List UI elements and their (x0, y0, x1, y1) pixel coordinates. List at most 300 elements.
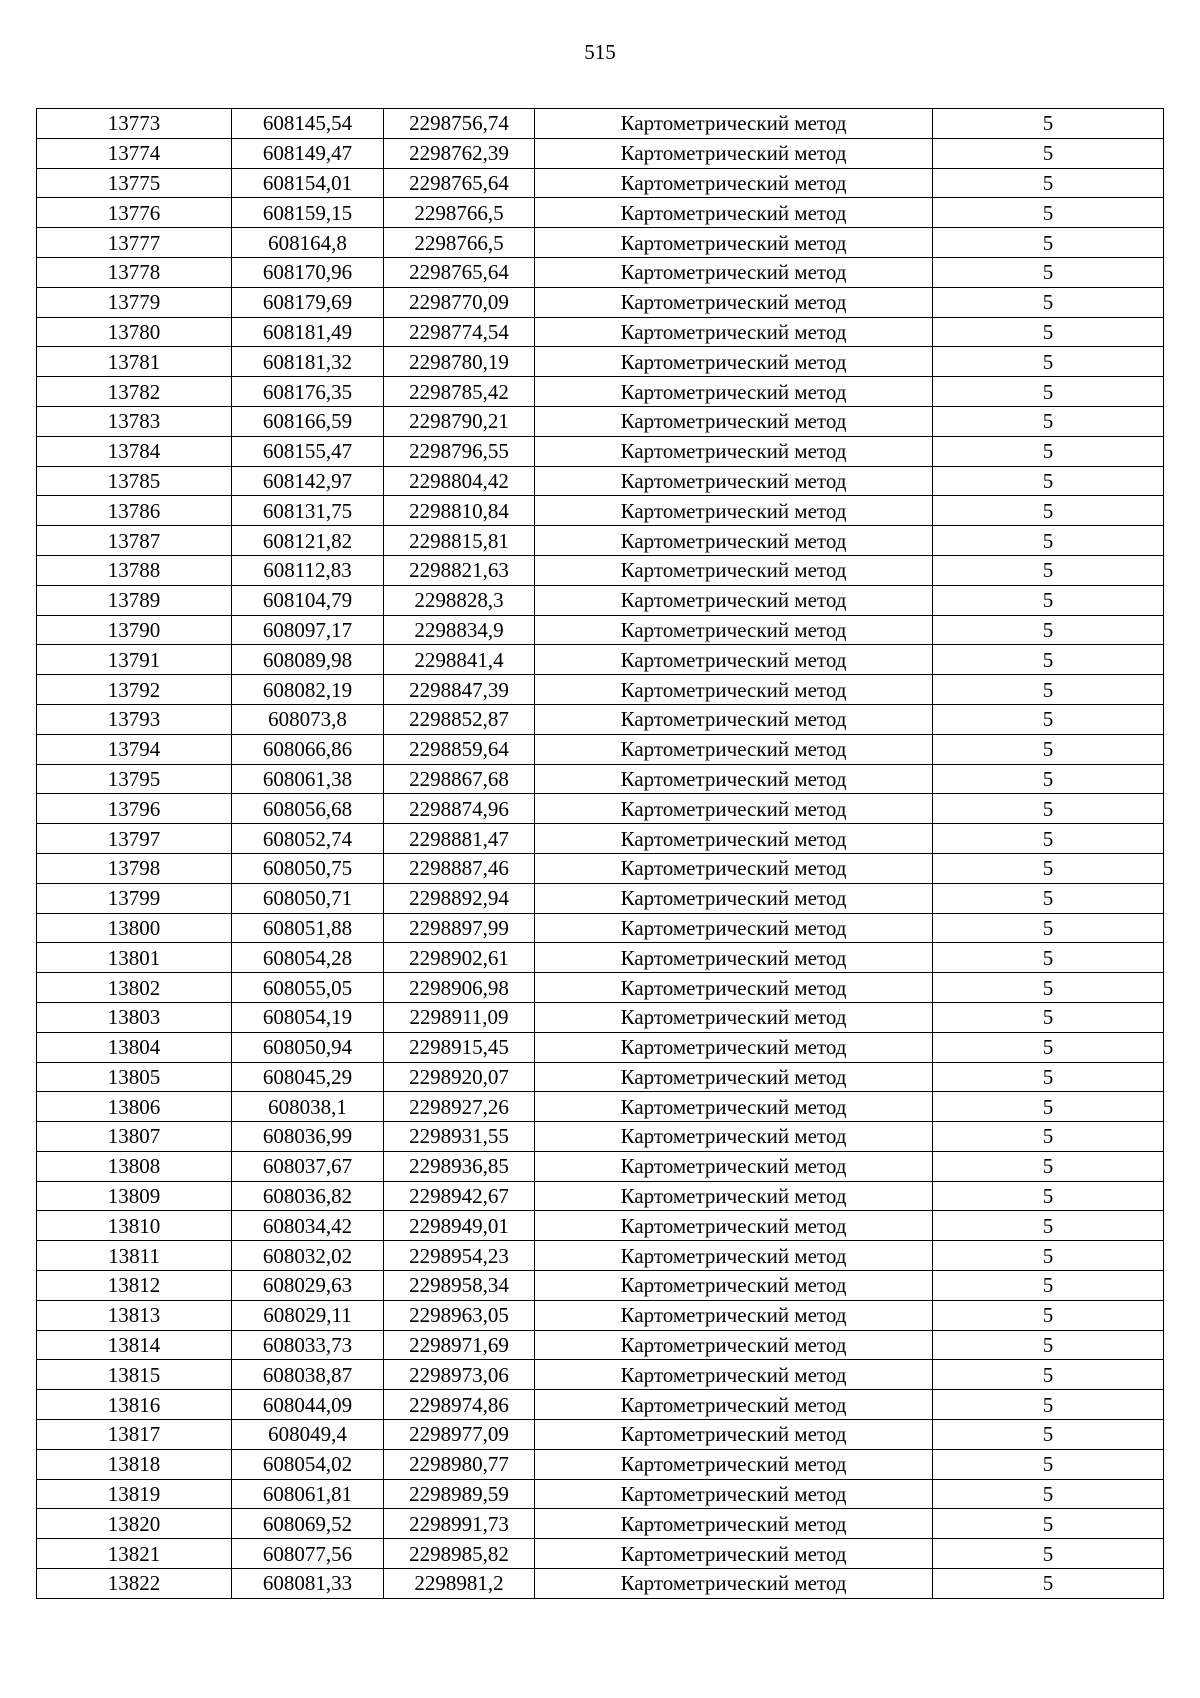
point-number-cell: 13779 (37, 287, 232, 317)
y-coordinate-cell: 2298821,63 (384, 555, 535, 585)
point-number-cell: 13819 (37, 1479, 232, 1509)
y-coordinate-cell: 2298852,87 (384, 704, 535, 734)
point-number-cell: 13815 (37, 1360, 232, 1390)
table-row (37, 198, 1164, 228)
table-row (37, 1151, 1164, 1181)
method-cell: Картометрический метод (535, 1181, 933, 1211)
x-coordinate-cell: 608038,87 (232, 1360, 384, 1390)
table-row (37, 1211, 1164, 1241)
table-row (37, 168, 1164, 198)
accuracy-cell: 5 (933, 347, 1164, 377)
y-coordinate-cell: 2298915,45 (384, 1032, 535, 1062)
table-row (37, 1509, 1164, 1539)
point-number-cell: 13798 (37, 853, 232, 883)
method-cell: Картометрический метод (535, 347, 933, 377)
point-number-cell: 13807 (37, 1122, 232, 1152)
accuracy-cell: 5 (933, 1420, 1164, 1450)
method-cell: Картометрический метод (535, 794, 933, 824)
table-row (37, 287, 1164, 317)
accuracy-cell: 5 (933, 109, 1164, 139)
point-number-cell: 13776 (37, 198, 232, 228)
accuracy-cell: 5 (933, 287, 1164, 317)
x-coordinate-cell: 608033,73 (232, 1330, 384, 1360)
y-coordinate-cell: 2298815,81 (384, 526, 535, 556)
x-coordinate-cell: 608049,4 (232, 1420, 384, 1450)
table-row (37, 1122, 1164, 1152)
table-row (37, 1390, 1164, 1420)
coordinates-table-body (37, 109, 1164, 1599)
point-number-cell: 13800 (37, 913, 232, 943)
y-coordinate-cell: 2298774,54 (384, 317, 535, 347)
y-coordinate-cell: 2298927,26 (384, 1092, 535, 1122)
x-coordinate-cell: 608181,49 (232, 317, 384, 347)
accuracy-cell: 5 (933, 794, 1164, 824)
x-coordinate-cell: 608051,88 (232, 913, 384, 943)
y-coordinate-cell: 2298980,77 (384, 1449, 535, 1479)
point-number-cell: 13804 (37, 1032, 232, 1062)
point-number-cell: 13784 (37, 436, 232, 466)
y-coordinate-cell: 2298780,19 (384, 347, 535, 377)
y-coordinate-cell: 2298973,06 (384, 1360, 535, 1390)
x-coordinate-cell: 608112,83 (232, 555, 384, 585)
table-row (37, 1330, 1164, 1360)
method-cell: Картометрический метод (535, 168, 933, 198)
method-cell: Картометрический метод (535, 973, 933, 1003)
accuracy-cell: 5 (933, 883, 1164, 913)
method-cell: Картометрический метод (535, 645, 933, 675)
accuracy-cell: 5 (933, 555, 1164, 585)
x-coordinate-cell: 608061,38 (232, 764, 384, 794)
accuracy-cell: 5 (933, 675, 1164, 705)
method-cell: Картометрический метод (535, 1271, 933, 1301)
table-row (37, 526, 1164, 556)
method-cell: Картометрический метод (535, 1211, 933, 1241)
x-coordinate-cell: 608036,82 (232, 1181, 384, 1211)
table-row (37, 1569, 1164, 1599)
accuracy-cell: 5 (933, 436, 1164, 466)
x-coordinate-cell: 608034,42 (232, 1211, 384, 1241)
accuracy-cell: 5 (933, 1211, 1164, 1241)
accuracy-cell: 5 (933, 1002, 1164, 1032)
x-coordinate-cell: 608166,59 (232, 406, 384, 436)
y-coordinate-cell: 2298991,73 (384, 1509, 535, 1539)
x-coordinate-cell: 608121,82 (232, 526, 384, 556)
x-coordinate-cell: 608159,15 (232, 198, 384, 228)
coordinates-table (36, 108, 1164, 1599)
y-coordinate-cell: 2298892,94 (384, 883, 535, 913)
y-coordinate-cell: 2298958,34 (384, 1271, 535, 1301)
accuracy-cell: 5 (933, 704, 1164, 734)
method-cell: Картометрический метод (535, 198, 933, 228)
x-coordinate-cell: 608104,79 (232, 585, 384, 615)
method-cell: Картометрический метод (535, 1151, 933, 1181)
table-row (37, 913, 1164, 943)
x-coordinate-cell: 608073,8 (232, 704, 384, 734)
method-cell: Картометрический метод (535, 704, 933, 734)
table-row (37, 496, 1164, 526)
x-coordinate-cell: 608154,01 (232, 168, 384, 198)
table-row (37, 138, 1164, 168)
y-coordinate-cell: 2298954,23 (384, 1241, 535, 1271)
y-coordinate-cell: 2298902,61 (384, 943, 535, 973)
method-cell: Картометрический метод (535, 1032, 933, 1062)
y-coordinate-cell: 2298796,55 (384, 436, 535, 466)
y-coordinate-cell: 2298828,3 (384, 585, 535, 615)
x-coordinate-cell: 608131,75 (232, 496, 384, 526)
x-coordinate-cell: 608164,8 (232, 228, 384, 258)
point-number-cell: 13803 (37, 1002, 232, 1032)
table-row (37, 109, 1164, 139)
table-row (37, 406, 1164, 436)
accuracy-cell: 5 (933, 1449, 1164, 1479)
table-row (37, 615, 1164, 645)
y-coordinate-cell: 2298977,09 (384, 1420, 535, 1450)
accuracy-cell: 5 (933, 406, 1164, 436)
point-number-cell: 13797 (37, 824, 232, 854)
x-coordinate-cell: 608055,05 (232, 973, 384, 1003)
y-coordinate-cell: 2298770,09 (384, 287, 535, 317)
accuracy-cell: 5 (933, 824, 1164, 854)
point-number-cell: 13780 (37, 317, 232, 347)
method-cell: Картометрический метод (535, 1092, 933, 1122)
table-row (37, 1271, 1164, 1301)
method-cell: Картометрический метод (535, 1002, 933, 1032)
accuracy-cell: 5 (933, 257, 1164, 287)
method-cell: Картометрический метод (535, 824, 933, 854)
method-cell: Картометрический метод (535, 1330, 933, 1360)
method-cell: Картометрический метод (535, 913, 933, 943)
accuracy-cell: 5 (933, 645, 1164, 675)
table-row (37, 1181, 1164, 1211)
table-row (37, 1300, 1164, 1330)
table-row (37, 1092, 1164, 1122)
accuracy-cell: 5 (933, 1122, 1164, 1152)
method-cell: Картометрический метод (535, 257, 933, 287)
table-row (37, 1002, 1164, 1032)
point-number-cell: 13799 (37, 883, 232, 913)
y-coordinate-cell: 2298834,9 (384, 615, 535, 645)
y-coordinate-cell: 2298897,99 (384, 913, 535, 943)
point-number-cell: 13818 (37, 1449, 232, 1479)
accuracy-cell: 5 (933, 615, 1164, 645)
x-coordinate-cell: 608032,02 (232, 1241, 384, 1271)
y-coordinate-cell: 2298931,55 (384, 1122, 535, 1152)
accuracy-cell: 5 (933, 168, 1164, 198)
point-number-cell: 13810 (37, 1211, 232, 1241)
x-coordinate-cell: 608176,35 (232, 377, 384, 407)
method-cell: Картометрический метод (535, 1062, 933, 1092)
point-number-cell: 13781 (37, 347, 232, 377)
point-number-cell: 13789 (37, 585, 232, 615)
point-number-cell: 13821 (37, 1539, 232, 1569)
x-coordinate-cell: 608082,19 (232, 675, 384, 705)
table-row (37, 436, 1164, 466)
y-coordinate-cell: 2298762,39 (384, 138, 535, 168)
accuracy-cell: 5 (933, 973, 1164, 1003)
point-number-cell: 13822 (37, 1569, 232, 1599)
x-coordinate-cell: 608050,94 (232, 1032, 384, 1062)
accuracy-cell: 5 (933, 1360, 1164, 1390)
table-row (37, 734, 1164, 764)
y-coordinate-cell: 2298874,96 (384, 794, 535, 824)
point-number-cell: 13820 (37, 1509, 232, 1539)
method-cell: Картометрический метод (535, 1122, 933, 1152)
x-coordinate-cell: 608066,86 (232, 734, 384, 764)
accuracy-cell: 5 (933, 734, 1164, 764)
accuracy-cell: 5 (933, 317, 1164, 347)
x-coordinate-cell: 608170,96 (232, 257, 384, 287)
point-number-cell: 13796 (37, 794, 232, 824)
y-coordinate-cell: 2298847,39 (384, 675, 535, 705)
table-row (37, 943, 1164, 973)
x-coordinate-cell: 608145,54 (232, 109, 384, 139)
x-coordinate-cell: 608038,1 (232, 1092, 384, 1122)
method-cell: Картометрический метод (535, 1509, 933, 1539)
table-row (37, 973, 1164, 1003)
point-number-cell: 13817 (37, 1420, 232, 1450)
x-coordinate-cell: 608036,99 (232, 1122, 384, 1152)
y-coordinate-cell: 2298790,21 (384, 406, 535, 436)
method-cell: Картометрический метод (535, 287, 933, 317)
table-row (37, 585, 1164, 615)
y-coordinate-cell: 2298949,01 (384, 1211, 535, 1241)
accuracy-cell: 5 (933, 853, 1164, 883)
accuracy-cell: 5 (933, 1151, 1164, 1181)
y-coordinate-cell: 2298785,42 (384, 377, 535, 407)
y-coordinate-cell: 2298810,84 (384, 496, 535, 526)
accuracy-cell: 5 (933, 1241, 1164, 1271)
x-coordinate-cell: 608029,11 (232, 1300, 384, 1330)
table-row (37, 1449, 1164, 1479)
method-cell: Картометрический метод (535, 436, 933, 466)
y-coordinate-cell: 2298765,64 (384, 168, 535, 198)
accuracy-cell: 5 (933, 913, 1164, 943)
y-coordinate-cell: 2298989,59 (384, 1479, 535, 1509)
point-number-cell: 13790 (37, 615, 232, 645)
table-row (37, 257, 1164, 287)
method-cell: Картометрический метод (535, 734, 933, 764)
point-number-cell: 13794 (37, 734, 232, 764)
y-coordinate-cell: 2298936,85 (384, 1151, 535, 1181)
method-cell: Картометрический метод (535, 943, 933, 973)
y-coordinate-cell: 2298906,98 (384, 973, 535, 1003)
x-coordinate-cell: 608054,28 (232, 943, 384, 973)
x-coordinate-cell: 608037,67 (232, 1151, 384, 1181)
accuracy-cell: 5 (933, 1032, 1164, 1062)
table-row (37, 317, 1164, 347)
method-cell: Картометрический метод (535, 675, 933, 705)
accuracy-cell: 5 (933, 1539, 1164, 1569)
table-row (37, 764, 1164, 794)
method-cell: Картометрический метод (535, 317, 933, 347)
point-number-cell: 13782 (37, 377, 232, 407)
table-row (37, 1032, 1164, 1062)
accuracy-cell: 5 (933, 943, 1164, 973)
y-coordinate-cell: 2298756,74 (384, 109, 535, 139)
point-number-cell: 13808 (37, 1151, 232, 1181)
y-coordinate-cell: 2298841,4 (384, 645, 535, 675)
page-number: 515 (584, 40, 616, 64)
y-coordinate-cell: 2298804,42 (384, 466, 535, 496)
point-number-cell: 13801 (37, 943, 232, 973)
accuracy-cell: 5 (933, 1062, 1164, 1092)
y-coordinate-cell: 2298985,82 (384, 1539, 535, 1569)
method-cell: Картометрический метод (535, 1420, 933, 1450)
point-number-cell: 13773 (37, 109, 232, 139)
point-number-cell: 13774 (37, 138, 232, 168)
method-cell: Картометрический метод (535, 1449, 933, 1479)
table-row (37, 1539, 1164, 1569)
table-row (37, 347, 1164, 377)
table-row (37, 704, 1164, 734)
y-coordinate-cell: 2298920,07 (384, 1062, 535, 1092)
accuracy-cell: 5 (933, 1509, 1164, 1539)
point-number-cell: 13811 (37, 1241, 232, 1271)
x-coordinate-cell: 608029,63 (232, 1271, 384, 1301)
x-coordinate-cell: 608155,47 (232, 436, 384, 466)
point-number-cell: 13778 (37, 257, 232, 287)
point-number-cell: 13809 (37, 1181, 232, 1211)
accuracy-cell: 5 (933, 228, 1164, 258)
y-coordinate-cell: 2298887,46 (384, 853, 535, 883)
method-cell: Картометрический метод (535, 853, 933, 883)
method-cell: Картометрический метод (535, 406, 933, 436)
y-coordinate-cell: 2298859,64 (384, 734, 535, 764)
point-number-cell: 13813 (37, 1300, 232, 1330)
method-cell: Картометрический метод (535, 764, 933, 794)
y-coordinate-cell: 2298765,64 (384, 257, 535, 287)
table-row (37, 555, 1164, 585)
accuracy-cell: 5 (933, 1330, 1164, 1360)
table-row (37, 824, 1164, 854)
x-coordinate-cell: 608050,75 (232, 853, 384, 883)
point-number-cell: 13795 (37, 764, 232, 794)
accuracy-cell: 5 (933, 466, 1164, 496)
x-coordinate-cell: 608179,69 (232, 287, 384, 317)
accuracy-cell: 5 (933, 1271, 1164, 1301)
method-cell: Картометрический метод (535, 1241, 933, 1271)
x-coordinate-cell: 608069,52 (232, 1509, 384, 1539)
y-coordinate-cell: 2298911,09 (384, 1002, 535, 1032)
point-number-cell: 13802 (37, 973, 232, 1003)
x-coordinate-cell: 608081,33 (232, 1569, 384, 1599)
point-number-cell: 13793 (37, 704, 232, 734)
x-coordinate-cell: 608142,97 (232, 466, 384, 496)
table-row (37, 1062, 1164, 1092)
table-row (37, 1479, 1164, 1509)
y-coordinate-cell: 2298963,05 (384, 1300, 535, 1330)
accuracy-cell: 5 (933, 1181, 1164, 1211)
method-cell: Картометрический метод (535, 1360, 933, 1390)
accuracy-cell: 5 (933, 1479, 1164, 1509)
method-cell: Картометрический метод (535, 109, 933, 139)
x-coordinate-cell: 608045,29 (232, 1062, 384, 1092)
point-number-cell: 13786 (37, 496, 232, 526)
table-row (37, 853, 1164, 883)
y-coordinate-cell: 2298974,86 (384, 1390, 535, 1420)
x-coordinate-cell: 608050,71 (232, 883, 384, 913)
method-cell: Картометрический метод (535, 1390, 933, 1420)
y-coordinate-cell: 2298942,67 (384, 1181, 535, 1211)
accuracy-cell: 5 (933, 138, 1164, 168)
method-cell: Картометрический метод (535, 555, 933, 585)
method-cell: Картометрический метод (535, 138, 933, 168)
method-cell: Картометрический метод (535, 585, 933, 615)
x-coordinate-cell: 608044,09 (232, 1390, 384, 1420)
point-number-cell: 13812 (37, 1271, 232, 1301)
point-number-cell: 13805 (37, 1062, 232, 1092)
point-number-cell: 13785 (37, 466, 232, 496)
method-cell: Картометрический метод (535, 1300, 933, 1330)
y-coordinate-cell: 2298766,5 (384, 228, 535, 258)
x-coordinate-cell: 608181,32 (232, 347, 384, 377)
x-coordinate-cell: 608061,81 (232, 1479, 384, 1509)
method-cell: Картометрический метод (535, 228, 933, 258)
x-coordinate-cell: 608056,68 (232, 794, 384, 824)
method-cell: Картометрический метод (535, 1479, 933, 1509)
method-cell: Картометрический метод (535, 1569, 933, 1599)
accuracy-cell: 5 (933, 1390, 1164, 1420)
accuracy-cell: 5 (933, 585, 1164, 615)
method-cell: Картометрический метод (535, 883, 933, 913)
x-coordinate-cell: 608054,19 (232, 1002, 384, 1032)
point-number-cell: 13816 (37, 1390, 232, 1420)
accuracy-cell: 5 (933, 1092, 1164, 1122)
x-coordinate-cell: 608089,98 (232, 645, 384, 675)
accuracy-cell: 5 (933, 496, 1164, 526)
table-row (37, 1420, 1164, 1450)
accuracy-cell: 5 (933, 198, 1164, 228)
method-cell: Картометрический метод (535, 377, 933, 407)
y-coordinate-cell: 2298766,5 (384, 198, 535, 228)
method-cell: Картометрический метод (535, 466, 933, 496)
y-coordinate-cell: 2298971,69 (384, 1330, 535, 1360)
point-number-cell: 13806 (37, 1092, 232, 1122)
table-row (37, 883, 1164, 913)
point-number-cell: 13787 (37, 526, 232, 556)
y-coordinate-cell: 2298867,68 (384, 764, 535, 794)
accuracy-cell: 5 (933, 764, 1164, 794)
table-row (37, 1360, 1164, 1390)
point-number-cell: 13788 (37, 555, 232, 585)
method-cell: Картометрический метод (535, 526, 933, 556)
accuracy-cell: 5 (933, 377, 1164, 407)
point-number-cell: 13791 (37, 645, 232, 675)
point-number-cell: 13775 (37, 168, 232, 198)
point-number-cell: 13777 (37, 228, 232, 258)
x-coordinate-cell: 608097,17 (232, 615, 384, 645)
y-coordinate-cell: 2298881,47 (384, 824, 535, 854)
x-coordinate-cell: 608149,47 (232, 138, 384, 168)
table-row (37, 1241, 1164, 1271)
table-row (37, 228, 1164, 258)
method-cell: Картометрический метод (535, 615, 933, 645)
accuracy-cell: 5 (933, 1569, 1164, 1599)
accuracy-cell: 5 (933, 526, 1164, 556)
accuracy-cell: 5 (933, 1300, 1164, 1330)
point-number-cell: 13814 (37, 1330, 232, 1360)
point-number-cell: 13792 (37, 675, 232, 705)
x-coordinate-cell: 608052,74 (232, 824, 384, 854)
method-cell: Картометрический метод (535, 1539, 933, 1569)
table-row (37, 377, 1164, 407)
y-coordinate-cell: 2298981,2 (384, 1569, 535, 1599)
x-coordinate-cell: 608077,56 (232, 1539, 384, 1569)
method-cell: Картометрический метод (535, 496, 933, 526)
x-coordinate-cell: 608054,02 (232, 1449, 384, 1479)
table-row (37, 466, 1164, 496)
table-row (37, 794, 1164, 824)
